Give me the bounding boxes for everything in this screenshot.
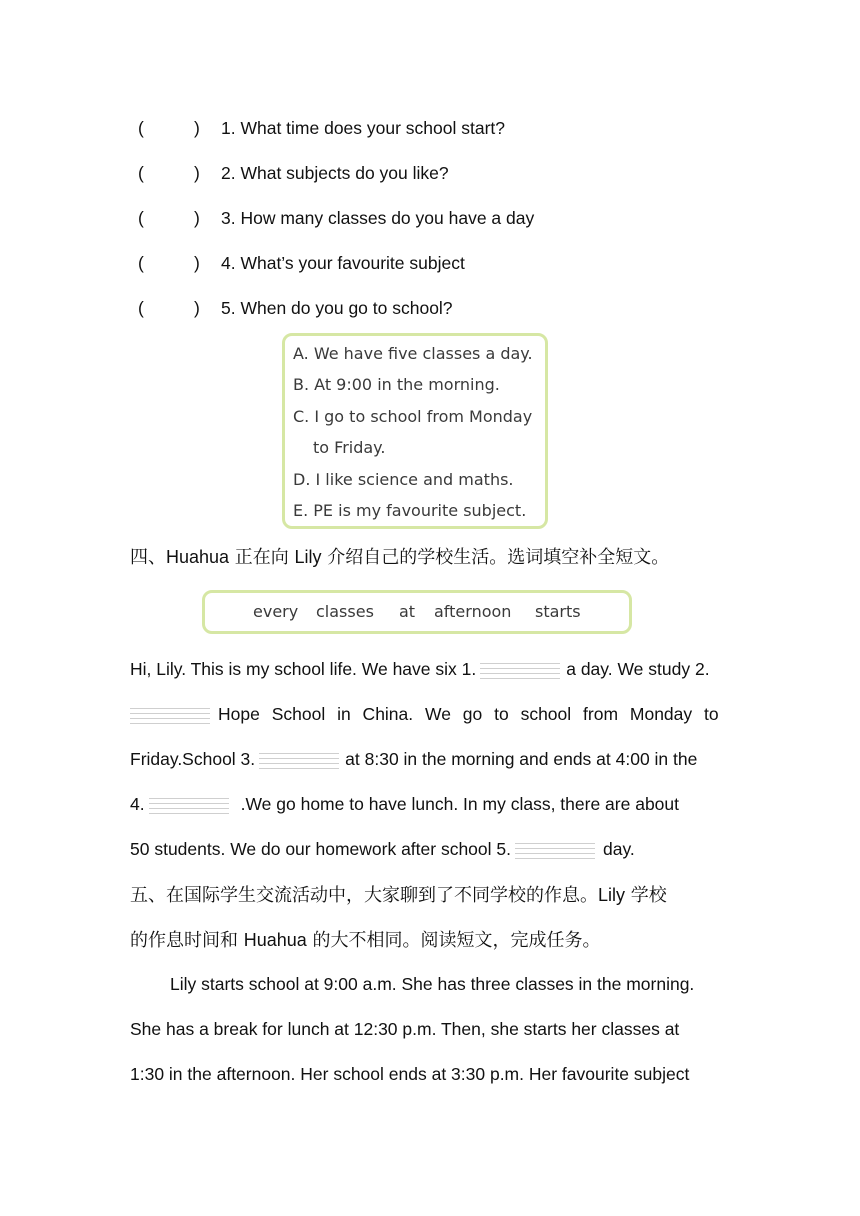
question-text: 1. What time does your school start?	[221, 118, 506, 138]
passage-line-2	[130, 702, 732, 726]
heading-text: 的作息时间和	[130, 930, 244, 951]
answer-paren-open[interactable]: (	[138, 253, 144, 273]
blank-2[interactable]	[130, 704, 210, 724]
word-classes: classes	[316, 602, 374, 621]
question-text: 5. When do you go to school?	[221, 298, 453, 318]
passage-text: .We go home to have lunch. In my class, there are about	[240, 794, 679, 814]
answer-paren-open[interactable]: (	[138, 208, 144, 228]
options-box	[282, 333, 548, 529]
heading-text: 学校	[625, 885, 667, 906]
passage-text: 50 students. We do our homework after school 5.	[130, 839, 511, 859]
answer-paren-open[interactable]: (	[138, 298, 144, 318]
section-4-heading	[130, 543, 669, 569]
heading-text: 介绍自己的学校生活。选词填空补全短文。	[321, 547, 670, 568]
passage-line-4	[130, 792, 732, 816]
word-starts: starts	[535, 602, 581, 621]
passage-text: day.	[603, 839, 635, 859]
passage-text: a day. We study 2.	[566, 659, 710, 679]
name-huahua: Huahua	[243, 930, 307, 950]
option-c: C. I go to school from Monday	[293, 407, 533, 426]
question-text: 2. What subjects do you like?	[221, 163, 449, 183]
passage-text: Hi, Lily. This is my school life. We have six 1.	[130, 659, 477, 679]
answer-paren-open[interactable]: (	[138, 163, 144, 183]
section-5-heading-line-1	[130, 881, 667, 907]
reading-line-2: She has a break for lunch at 12:30 p.m. Then, she starts her classes at	[130, 1019, 680, 1039]
heading-text: 五、在国际学生交流活动中，大家聊到了不同学校的作息。	[130, 885, 598, 906]
question-text: 3. How many classes do you have a day	[221, 208, 535, 228]
passage-text: 4.	[130, 794, 145, 814]
option-b: B. At 9:00 in the morning.	[293, 375, 500, 394]
passage-text: Friday.School 3.	[130, 749, 256, 769]
word-afternoon: afternoon	[434, 602, 512, 621]
word-every: every	[253, 602, 299, 621]
word-at: at	[399, 602, 416, 621]
blank-5[interactable]	[515, 839, 595, 859]
option-e: E. PE is my favourite subject.	[293, 501, 527, 520]
reading-line-3: 1:30 in the afternoon. Her school ends at 3:30 p.m. Her favourite subject	[130, 1064, 690, 1084]
blank-1[interactable]	[480, 659, 560, 679]
passage-text: at 8:30 in the morning and ends at 4:00 in the	[345, 749, 698, 769]
word-bank	[202, 590, 632, 634]
passage-line-1	[130, 657, 732, 681]
section-number: 四、	[130, 547, 166, 568]
reading-line-1: Lily starts school at 9:00 a.m. She has three classes in the morning.	[170, 974, 695, 994]
option-a: A. We have five classes a day.	[293, 344, 533, 363]
blank-3[interactable]	[259, 749, 339, 769]
question-text: 4. What’s your favourite subject	[221, 253, 465, 273]
name-lily: Lily	[294, 547, 322, 567]
passage-line-3	[130, 747, 732, 771]
option-c-continued: to Friday.	[313, 438, 386, 457]
heading-text: 正在向	[229, 547, 295, 568]
answer-paren-close: )	[194, 118, 200, 138]
answer-paren-close: )	[194, 163, 200, 183]
answer-paren-close: )	[194, 253, 200, 273]
passage-line-5	[130, 837, 732, 861]
blank-4[interactable]	[149, 794, 229, 814]
heading-text: 的大不相同。阅读短文，完成任务。	[306, 930, 601, 951]
section-5-heading-line-2	[130, 926, 601, 952]
answer-paren-close: )	[194, 208, 200, 228]
option-d: D. I like science and maths.	[293, 470, 514, 489]
name-huahua: Huahua	[166, 547, 230, 567]
answer-paren-open[interactable]: (	[138, 118, 144, 138]
name-lily: Lily	[598, 885, 626, 905]
passage-text: Hope School in China. We go to school from Monday to	[218, 704, 719, 724]
answer-paren-close: )	[194, 298, 200, 318]
